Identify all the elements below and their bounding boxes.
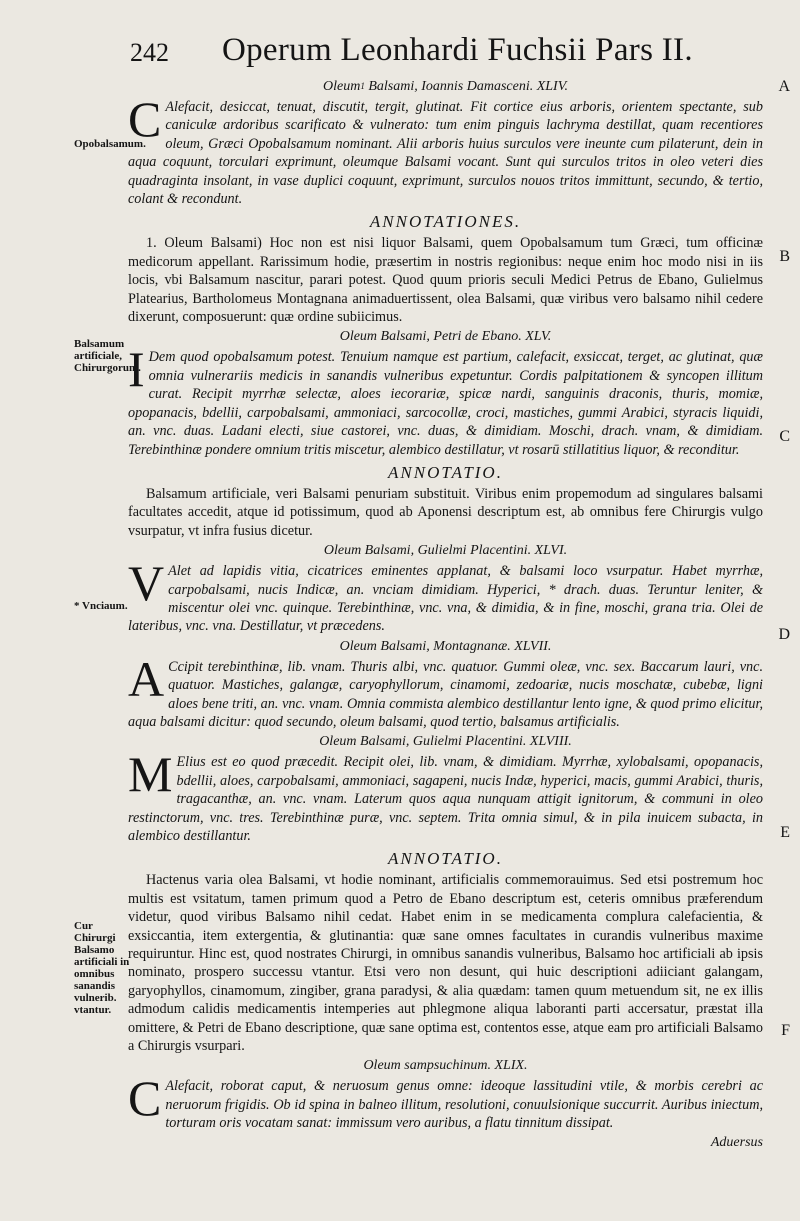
page-number: 242: [130, 38, 169, 67]
recipe-paragraph: C Alefacit, roborat caput, & neruosum genus omne: ideoque lassitudini vtile, & morbis cerebri ac neruorum frigidis. Ob id spina in balneo illitum, resolutioni, conuulsionique succurrit. Auribus iniectum, torturam oris vocatam sanat: immissum vero auribus, a flatu tinnitum dissipat.: [128, 1070, 763, 1132]
section-heading: Oleum sampsuchinum. XLIX.: [363, 1058, 528, 1074]
section-heading: Oleum$^1$ Balsami, Ioannis Damasceni. XLIV.: [323, 79, 568, 94]
annotation-title: ANNOTATIO.: [388, 849, 503, 869]
drop-capital: C: [128, 1070, 162, 1127]
section-letter-c: C: [779, 428, 790, 445]
drop-capital: V: [128, 555, 165, 612]
margin-note-uncia: * Vnciaum.: [74, 600, 128, 612]
catchword: Aduersus: [710, 1134, 763, 1150]
drop-capital: M: [128, 746, 173, 803]
section-heading: Oleum Balsami, Gulielmi Placentini. XLVI.: [323, 543, 568, 559]
margin-note-balsamum-artificiale: Balsamum artificiale, Chirurgorum.: [74, 338, 141, 374]
margin-note-cur-chirurgi: Cur Chirurgi Balsamo artificiali in omnibus sanandis vulnerib. vtantur.: [74, 920, 130, 1016]
annotation-paragraph: Hactenus varia olea Balsami, vt hodie nominant, artificialis commemorauimus. Sed etsi postremum hoc multis est vsitatum, tamen primum quod a Petro de Ebano descriptum est, ceteris omnibus præferendum videtur, quod viribus Balsamo nihil cedat. Habet enim in se medicamenta complura calefacientia, & exsiccantia, item extergentia, & glutinantia: quæ sane omnes facultates in curandis vulneribus maxime requiruntur. Hinc est, quod nostrates Chirurgi, in omnibus sanandis vulneribus, Balsamo hoc artificiali ab ipsis nominato, prospero successu vtantur. Etsi vero non desunt, qui huic descriptioni adiiciant galangam, garyophyllos, cinamomum, zingiber, grana paradysi, & alia quædam: tamen quum metuendum sit, ne ex illis admodum calidis medicamentis intemperies aut phlegmone aliqua laboranti parti accersatur, præstat illa omittere, & Petri de Ebano descriptione, quæ sane optima est, contentos esse, atque eam pro artificiali Balsamo a Chirurgis vsurpari.: [128, 872, 763, 1055]
section-letter-e: E: [780, 824, 790, 841]
annotation-paragraph: 1. Oleum Balsami) Hoc non est nisi liquor Balsami, quem Opobalsamum tum Græci, tum officinæ medicorum appellant. Rarissimum hodie, præsertim in nostris regionibus: neque enim hoc modo nisi in iis locis, vbi Balsamum nascitur, parari potest. Quod quum prioris seculi Medici Petrus de Ebano, Gulielmus Platearius, Bartholomeus Montagnana animaduertissent, olea Balsami, quæ viribus vero balsamo nihil cedere dixerunt, composuerunt: quæ ordine subiicimus.: [128, 235, 763, 326]
drop-capital: I: [128, 341, 145, 398]
section-letter-f: F: [781, 1022, 790, 1039]
section-letter-d: D: [778, 626, 790, 643]
annotation-title: ANNOTATIO.: [388, 462, 503, 482]
recipe-paragraph: I Dem quod opobalsamum potest. Tenuium namque est partium, calefacit, exsiccat, terget, ac glutinat, quæ omnia vulnerariis medicis in sanandis vulneribus expetuntur. Cordis palpitationem & syncopen illitum curat. Recipit myrrhæ selectæ, aloes iecorariæ, spicæ nardi, sanguinis draconis, thuris, momiæ, opopanacis, bdellii, carpobalsami, ammoniaci, sarcocollæ, croci, mastiches, gummi Arabici, styracis liquidi, an. vnc. duas. Ladani electi, siue castorei, vnc. duas, & dimidiam. Moschi, drach. vnam, & dimidiam. Terebinthinæ pondere omnium tritis miscetur, alembico destillatur, vt rosarū stillatitius liquor, & reconditur.: [128, 341, 763, 458]
recipe-paragraph: M Elius est eo quod præcedit. Recipit olei, lib. vnam, & dimidiam. Myrrhæ, xylobalsami, opopanacis, bdellii, aloes, carpobalsami, ammoniaci, sagapeni, nucis Indæ, hyperici, macis, gummi Arabici, thuris, tragacanthæ, an. vnc. vnam. Laterum quos aqua nunquam attigit ignitorum, & communi in oleo restinctorum, vnc. tres. Terebinthinæ puræ, vnc. septem. Trita omnia simul, & in pila inuicem subacta, in alembico destillantur.: [128, 746, 763, 844]
section-heading: Oleum Balsami, Petri de Ebano. XLV.: [339, 329, 552, 345]
main-text: [128, 76, 763, 1151]
margin-note-opobalsamum: Opobalsamum.: [74, 138, 146, 150]
section-heading: Oleum Balsami, Montagnanæ. XLVII.: [339, 638, 552, 654]
section-letter-b: B: [779, 248, 790, 265]
page-header: [130, 32, 770, 74]
section-heading: Oleum Balsami, Gulielmi Placentini. XLVIII.: [319, 734, 572, 750]
recipe-paragraph: C Alefacit, desiccat, tenuat, discutit, tergit, glutinat. Fit cortice eius arboris, orientem spectante, sub caniculæ ardoribus scarificato & vulnerato: tum enim pinguis lachryma destillat, quam recentiores oleum, Græci Opobalsamum nominant. Alii arboris huius surculos vere ineunte cum pilaterunt, dein in aqua coquunt, torculari exprimunt, oleumque Balsami vocant. Sunt qui surculos tritos in oleo veteri dies quadraginta insolant, in vase duplici coquunt, exprimunt, surculos nouos tritos immittunt, secundo, & tertio, colant & recondunt.: [128, 91, 763, 208]
recipe-paragraph: A Ccipit terebinthinæ, lib. vnam. Thuris albi, vnc. quatuor. Gummi oleæ, vnc. sex. Baccarum lauri, vnc. quatuor. Mastiches, galangæ, caryophyllorum, cinamomi, zedoariæ, nucis moschatæ, cubebæ, ligni aloes bene triti, an. vnc. vnam. Omnia commista alembico destillantur lento igne, & quod primo elicitur, aqua balsami dicitur: quod secundo, oleum balsami, quod tertio, balsamus artificialis.: [128, 650, 763, 730]
annotation-paragraph: Balsamum artificiale, veri Balsami penuriam substituit. Viribus enim propemodum ad singulares balsami facultates accedit, atque id potissimum, quod ab Aponensi descriptum est, ab omnibus fere Chirurgis vulgo vsurpatur, vt infra fusius dicetur.: [128, 485, 763, 539]
section-letter-a: A: [778, 78, 790, 95]
annotation-title: ANNOTATIONES.: [369, 212, 522, 232]
drop-capital: C: [128, 91, 162, 147]
running-title: Operum Leonhardi Fuchsii Pars II.: [222, 32, 693, 68]
drop-capital: A: [128, 650, 165, 707]
recipe-paragraph: V Alet ad lapidis vitia, cicatrices eminentes applanat, & balsami loco vsurpatur. Habet myrrhæ, carpobalsami, nucis Indicæ, an. vnciam dimidiam. Hyperici, * drach. duas. Teruntur leniter, & miscentur olei vnc. quinque. Terebinthinæ, vnc. vna, & dimidia, & in fine, moschi, grana tria. Olei de lateribus, vnc. vna. Destillatur, vt præcedens.: [128, 555, 763, 635]
